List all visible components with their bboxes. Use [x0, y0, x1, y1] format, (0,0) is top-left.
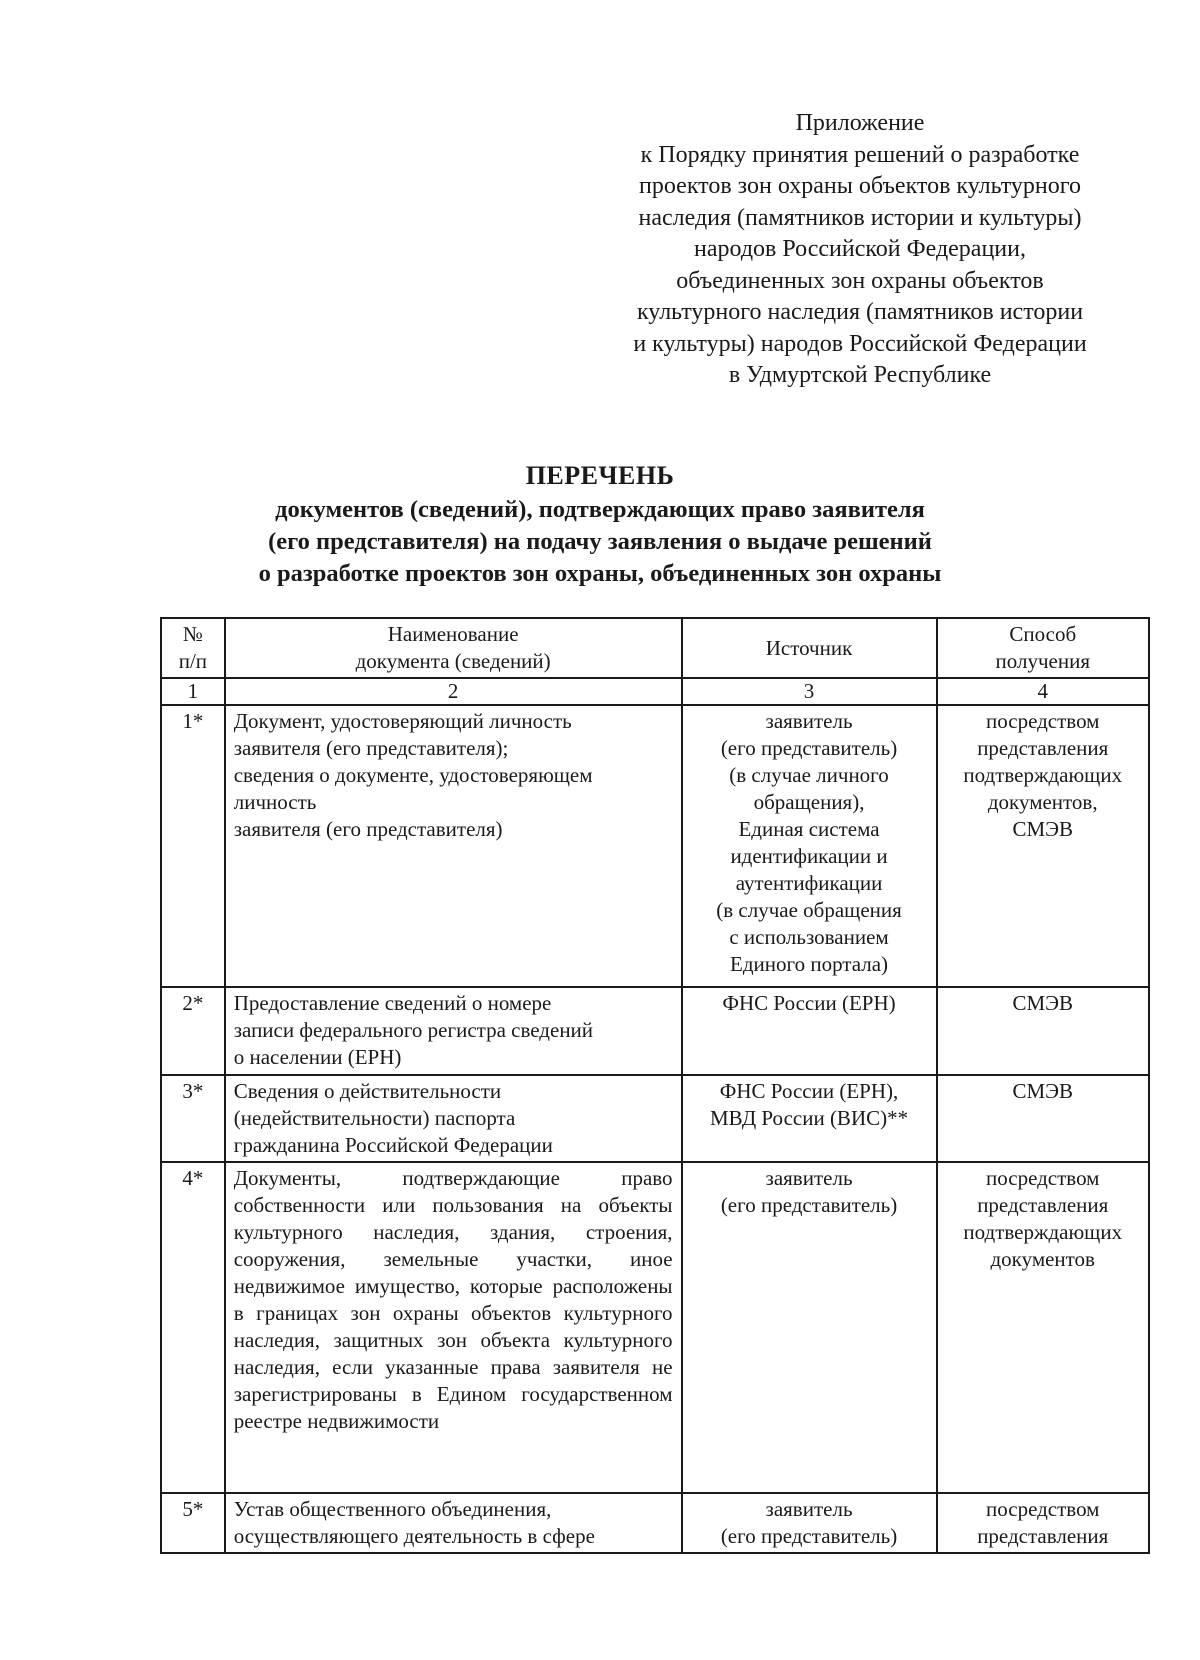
row-document-name: Предоставление сведений о номере записи федерального регистра сведений о населении (ЕРН) [225, 987, 682, 1075]
row-document-name: Сведения о действительности (недействительности) паспорта гражданина Российской Федерации [225, 1075, 682, 1162]
header-name: Наименование документа (сведений) [225, 618, 682, 678]
row-number: 4* [161, 1162, 225, 1493]
table-row [161, 1162, 1149, 1493]
documents-table [160, 617, 1150, 1554]
row-source: ФНС России (ЕРН) [682, 987, 937, 1075]
table-row [161, 1075, 1149, 1162]
header-num: № п/п [161, 618, 225, 678]
column-number: 4 [937, 678, 1150, 705]
header-source: Источник [682, 618, 937, 678]
table-header-row [161, 618, 1149, 678]
table-row [161, 705, 1149, 987]
row-method: посредством представления подтверждающих документов, СМЭВ [937, 705, 1150, 987]
row-document-name: Документ, удостоверяющий личность заявителя (его представителя); сведения о документе, удостоверяющем личность заявителя (его представителя) [225, 705, 682, 987]
title-subtitle-line: (его представителя) на подачу заявления о выдаче решений [268, 528, 932, 555]
row-method: посредством представления подтверждающих документов [937, 1162, 1150, 1493]
row-number: 1* [161, 705, 225, 987]
row-method: СМЭВ [937, 1075, 1150, 1162]
appendix-line: в Удмуртской Республике [728, 362, 992, 388]
column-number: 1 [161, 678, 225, 705]
row-number: 3* [161, 1075, 225, 1162]
header-method: Способ получения [937, 618, 1150, 678]
appendix-line: к Порядку принятия решений о разработке [640, 141, 1080, 168]
row-method: СМЭВ [937, 987, 1150, 1075]
appendix-line: проектов зон охраны объектов культурного [639, 173, 1081, 199]
row-source: ФНС России (ЕРН), МВД России (ВИС)** [682, 1075, 937, 1162]
row-document-name: Документы, подтверждающие право собственности или пользования на объекты культурного наследия, здания, строения, сооружения, земельные участки, иное недвижимое имущество, которые расположены в границах зон охраны объектов культурного наследия, защитных зон объекта культурного наследия, если указанные права заявителя не зарегистрированы в Едином государственном реестре недвижимости [225, 1162, 682, 1493]
appendix-line: объединенных зон охраны объектов [676, 267, 1044, 294]
appendix-line: народов Российской Федерации, [694, 236, 1026, 262]
title-subtitle-line: документов (сведений), подтверждающих право заявителя [275, 496, 925, 523]
document-title [150, 460, 1050, 590]
column-number-row [161, 678, 1149, 705]
row-method: посредством представления [937, 1493, 1150, 1553]
appendix-header [580, 108, 1140, 392]
column-number: 2 [225, 678, 682, 705]
table-row [161, 987, 1149, 1075]
appendix-line: Приложение [795, 110, 925, 136]
row-source: заявитель (его представитель) (в случае личного обращения), Единая система идентификации и аутентификации (в случае обращения с использованием Единого портала) [682, 705, 937, 987]
row-source: заявитель (его представитель) [682, 1493, 937, 1553]
appendix-line: наследия (памятников истории и культуры) [638, 204, 1082, 231]
title-main: ПЕРЕЧЕНЬ [525, 461, 675, 490]
row-number: 5* [161, 1493, 225, 1553]
appendix-line: и культуры) народов Российской Федерации [633, 330, 1087, 357]
row-document-name: Устав общественного объединения, осуществляющего деятельность в сфере [225, 1493, 682, 1553]
column-number: 3 [682, 678, 937, 705]
title-subtitle-line: о разработке проектов зон охраны, объединенных зон охраны [258, 560, 942, 587]
row-source: заявитель (его представитель) [682, 1162, 937, 1493]
row-number: 2* [161, 987, 225, 1075]
appendix-line: культурного наследия (памятников истории [636, 299, 1084, 325]
table-row [161, 1493, 1149, 1553]
